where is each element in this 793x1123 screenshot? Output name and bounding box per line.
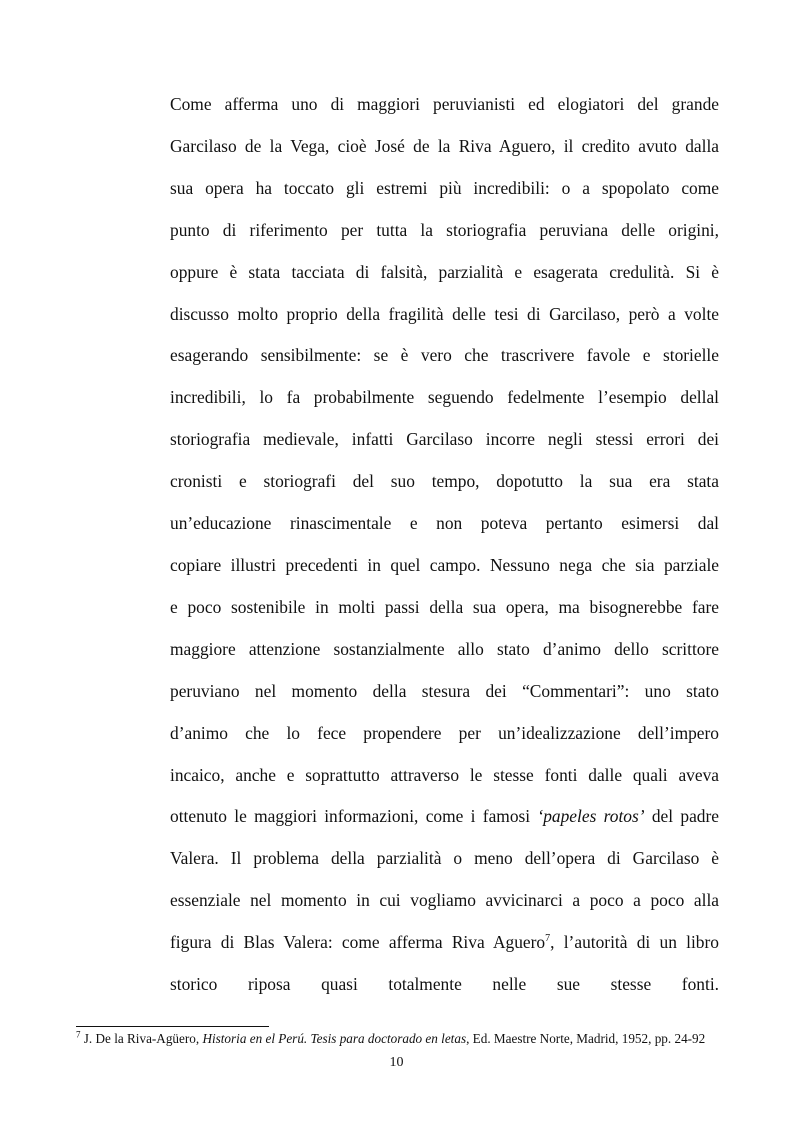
- text-line: storiografia medievale, infatti Garcilaso incorre negli stessi errori dei: [170, 429, 719, 450]
- text-line: cronisti e storiografi del suo tempo, dopotutto la sua era stata: [170, 471, 719, 492]
- footnote-divider: [76, 1026, 269, 1027]
- footnote-number: 7: [76, 1029, 81, 1040]
- text-line: [170, 796, 719, 838]
- text-line: incaico, anche e soprattutto attraverso le stesse fonti dalle quali aveva: [170, 764, 719, 785]
- text-line: Garcilaso de la Vega, cioè José de la Riva Aguero, il credito avuto dalla: [170, 135, 719, 156]
- footnote-details: , Ed. Maestre Norte, Madrid, 1952, pp. 24-92: [466, 1031, 706, 1046]
- text-fragment: figura di Blas Valera: come afferma Riva Aguero: [170, 932, 546, 953]
- text-line: incredibili, lo fa probabilmente seguendo fedelmente l’esempio dellal: [170, 387, 719, 408]
- text-fragment: , l’autorità di un libro: [550, 932, 719, 953]
- text-fragment: ottenuto le maggiori informazioni, come i famosi: [170, 806, 538, 827]
- text-line: copiare illustri precedenti in quel campo. Nessuno nega che sia parziale: [170, 554, 719, 575]
- text-line: un’educazione rinascimentale e non poteva pertanto esimersi dal: [170, 513, 719, 534]
- text-line: [170, 922, 719, 964]
- text-line: sua opera ha toccato gli estremi più incredibili: o a spopolato come: [170, 177, 719, 198]
- text-fragment: del padre: [644, 806, 720, 827]
- text-line: Valera. Il problema della parzialità o meno dell’opera di Garcilaso è: [170, 848, 719, 869]
- text-line: e poco sostenibile in molti passi della sua opera, ma bisognerebbe fare: [170, 596, 719, 617]
- text-line: essenziale nel momento in cui vogliamo avvicinarci a poco a poco alla: [170, 890, 719, 911]
- text-line: punto di riferimento per tutta la storiografia peruviana delle origini,: [170, 219, 719, 240]
- text-line: esagerando sensibilmente: se è vero che trascrivere favole e storielle: [170, 345, 719, 366]
- text-line: maggiore attenzione sostanzialmente allo stato d’animo dello scrittore: [170, 638, 719, 659]
- text-line: d’animo che lo fece propendere per un’idealizzazione dell’impero: [170, 722, 719, 743]
- italic-term: ‘papeles rotos’: [537, 806, 645, 827]
- footnote-reference[interactable]: 7: [545, 933, 551, 945]
- footnote-title: Historia en el Perú. Tesis para doctorado en letas: [202, 1031, 467, 1046]
- text-line: Come afferma uno di maggiori peruvianisti ed elogiatori del grande: [170, 94, 719, 114]
- text-line: peruviano nel momento della stesura dei “Commentari”: uno stato: [170, 680, 719, 701]
- page-number: 10: [389, 1055, 404, 1070]
- body-paragraph: [170, 84, 719, 1006]
- text-line: oppure è stata tacciata di falsità, parzialità e esagerata credulità. Si è: [170, 261, 719, 282]
- footnote: [76, 1031, 726, 1047]
- text-line: discusso molto proprio della fragilità delle tesi di Garcilaso, però a volte: [170, 303, 719, 324]
- text-line: storico riposa quasi totalmente nelle sue stesse fonti.: [170, 974, 719, 995]
- footnote-author: J. De la Riva-Agüero,: [80, 1031, 203, 1046]
